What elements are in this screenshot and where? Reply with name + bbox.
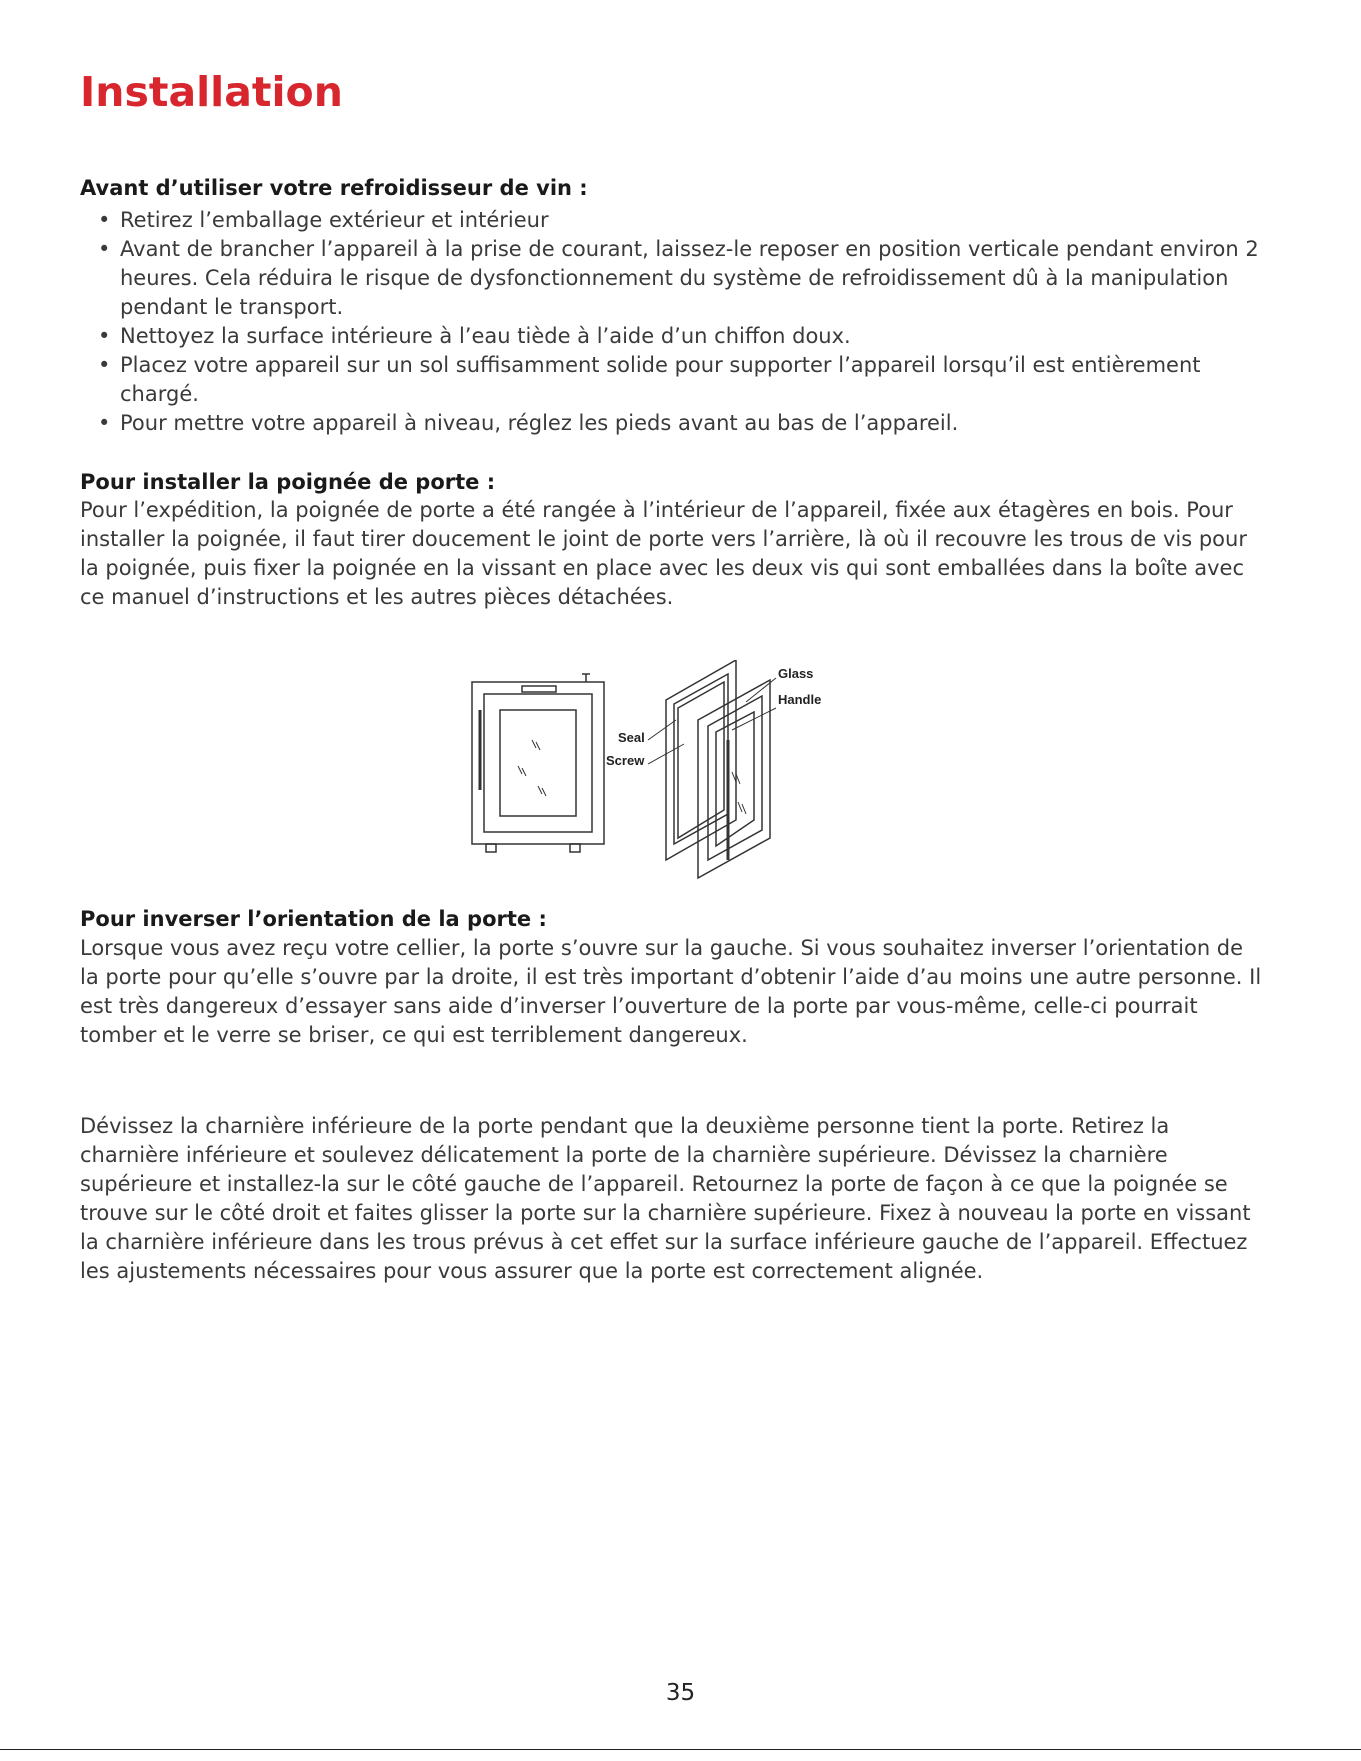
label-leader-lines <box>648 678 776 764</box>
door-seal-illustration <box>666 660 736 860</box>
list-item: • Avant de brancher l’appareil à la prise de courant, laissez-le reposer en position verticale pendant environ 2 heures. Cela réduira le risque de dysfonctionnement du système de refroidissement dû à la manipulation pendant le transport. <box>80 235 1265 322</box>
glass-label: Glass <box>778 666 814 681</box>
footer-rule <box>0 1749 1361 1750</box>
page-number: 35 <box>665 1680 696 1706</box>
door-handle-diagram <box>470 660 890 880</box>
wine-cooler-illustration <box>472 674 604 852</box>
page-title: Installation <box>80 68 343 116</box>
section-heading-reverse-door: Pour inverser l’orientation de la porte : <box>80 907 547 931</box>
handle-label: Handle <box>778 692 822 707</box>
before-use-list <box>80 206 1265 438</box>
list-item: • Retirez l’emballage extérieur et intérieur <box>80 206 1265 235</box>
seal-label: Seal <box>618 730 645 745</box>
section-heading-handle: Pour installer la poignée de porte : <box>80 470 496 494</box>
reverse-door-paragraph-1: Lorsque vous avez reçu votre cellier, la porte s’ouvre sur la gauche. Si vous souhaitez inverser l’orientation de la porte pour qu’elle s’ouvre par la droite, il est très important d’obtenir l’aide d’au moins une autre personne. Il est très dangereux d’essayer sans aide d’inverser l’ouverture de la porte par vous-même, celle-ci pourrait tomber et le verre se briser, ce qui est terriblement dangereux. <box>80 936 1262 1047</box>
list-item: • Placez votre appareil sur un sol suffisamment solide pour supporter l’appareil lorsqu’il est entièrement chargé. <box>80 351 1265 409</box>
reverse-door-paragraph-2: Dévissez la charnière inférieure de la porte pendant que la deuxième personne tient la porte. Retirez la charnière inférieure et soulevez délicatement la porte de la charnière supérieure. Dévissez la charnière supérieure et installez-la sur le côté gauche de l’appareil. Retournez la porte de façon à ce que la poignée se trouve sur le côté droit et faites glisser la porte sur la charnière supérieure. Fixez à nouveau la porte en vissant la charnière inférieure dans les trous prévus à cet effet sur la surface inférieure gauche de l’appareil. Effectuez les ajustements nécessaires pour vous assurer que la porte est correctement alignée. <box>80 1114 1251 1283</box>
handle-paragraph: Pour l’expédition, la poignée de porte a été rangée à l’intérieur de l’appareil, fixée aux étagères en bois. Pour installer la poignée, il faut tirer doucement le joint de porte vers l’arrière, là où il recouvre les trous de vis pour la poignée, puis fixer la poignée en la vissant en place avec les deux vis qui sont emballées dans la boîte avec ce manuel d’instructions et les autres pièces détachées. <box>80 498 1247 609</box>
list-item: • Pour mettre votre appareil à niveau, réglez les pieds avant au bas de l’appareil. <box>80 409 1265 438</box>
screw-label: Screw <box>606 753 645 768</box>
door-glass-illustration <box>698 680 770 878</box>
section-heading-before-use: Avant d’utiliser votre refroidisseur de vin : <box>80 176 588 200</box>
list-item: • Nettoyez la surface intérieure à l’eau tiède à l’aide d’un chiffon doux. <box>80 322 1265 351</box>
door-diagram-svg <box>470 660 890 880</box>
